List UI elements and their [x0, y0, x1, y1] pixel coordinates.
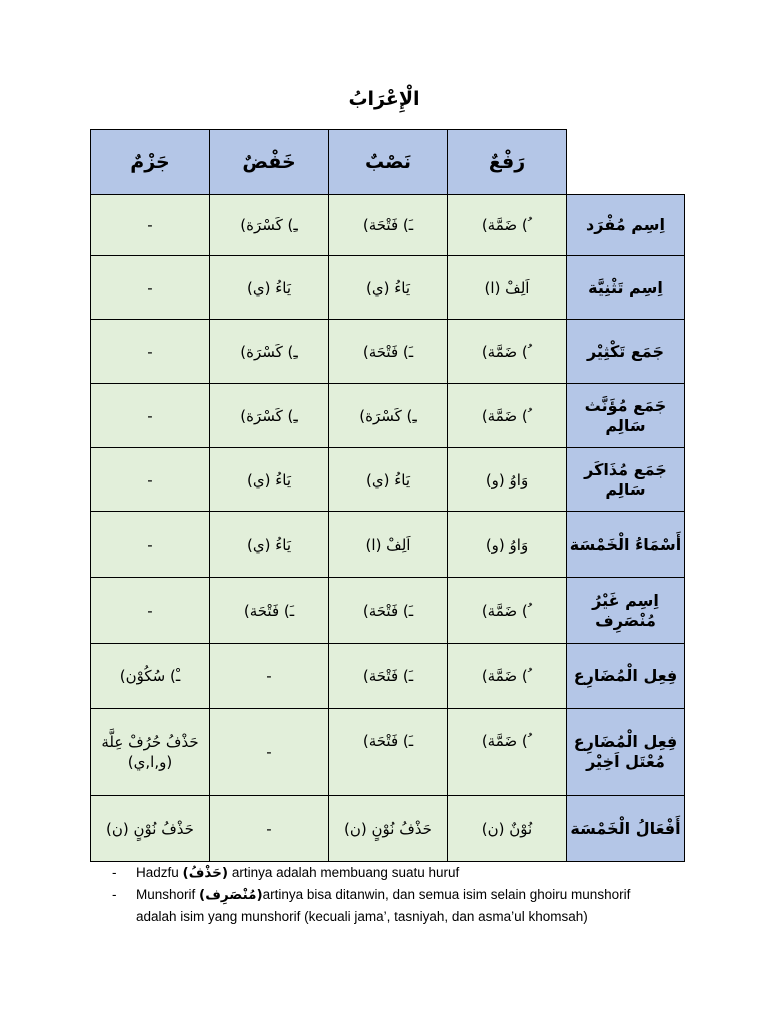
- table-row: [91, 448, 685, 512]
- table-cell: حَذْفُ نُوْنٍ (ن): [91, 796, 210, 862]
- table-cell: ﹸ) ضَمَّة): [448, 384, 567, 448]
- table-cell: ﹻ) كَسْرَة): [210, 320, 329, 384]
- row-label: اِسِم تَثْنِيَّة: [567, 256, 685, 320]
- table-cell: وَاوُ (و): [448, 448, 567, 512]
- table-row: [91, 320, 685, 384]
- row-label: فِعِل الْمُضَارِع مُعْتَل اَخِيْر: [567, 709, 685, 796]
- table-cell: ﹻ) كَسْرَة): [210, 195, 329, 256]
- table-row: [91, 578, 685, 644]
- table-cell: ﹷ) فَتْحَة): [210, 578, 329, 644]
- irab-table: [90, 129, 685, 862]
- footnote-item: [112, 884, 672, 927]
- table-cell: -: [91, 320, 210, 384]
- header-jazm: جَزْمٌ: [91, 130, 210, 195]
- table-cell: اَلِفْ (ا): [448, 256, 567, 320]
- table-row: [91, 384, 685, 448]
- table-cell: ﹻ) كَسْرَة): [329, 384, 448, 448]
- table-cell: ﹷ) فَتْحَة): [329, 644, 448, 709]
- table-cell: -: [91, 578, 210, 644]
- table-row: [91, 195, 685, 256]
- header-nasab: نَصْبٌ: [329, 130, 448, 195]
- row-label: اِسِم غَيْرُ مُنْصَرِف: [567, 578, 685, 644]
- table-cell: يَاءُ (ي): [329, 448, 448, 512]
- table-cell: -: [91, 195, 210, 256]
- footnote-arabic: (مُنْصَرِف): [199, 887, 263, 903]
- footnote-term: Hadzfu: [136, 865, 183, 880]
- header-rafa: رَفْعٌ: [448, 130, 567, 195]
- table-row: [91, 512, 685, 578]
- bullet-dash: -: [112, 865, 117, 880]
- row-label: اِسِم مُفْرَد: [567, 195, 685, 256]
- table-row: [91, 644, 685, 709]
- page-title: الْإِعْرَابُ: [348, 88, 420, 110]
- table-cell: ﹿ) سُكُوْن): [91, 644, 210, 709]
- footnotes: [112, 862, 672, 927]
- table-cell: يَاءُ (ي): [210, 512, 329, 578]
- table-cell: ﹷ) فَتْحَة): [329, 709, 448, 796]
- table-cell: وَاوُ (و): [448, 512, 567, 578]
- table-cell: نُوْنٌ (ن): [448, 796, 567, 862]
- table-cell: حَذْفُ حُرُفْ عِلَّة (و,ا,ي): [91, 709, 210, 796]
- table-cell: -: [91, 512, 210, 578]
- table-cell: -: [210, 796, 329, 862]
- row-label: أَفْعَالُ الْخَمْسَة: [567, 796, 685, 862]
- table-cell: ﹻ) كَسْرَة): [210, 384, 329, 448]
- footnote-arabic: (حَذْفُ): [182, 865, 229, 881]
- table-cell: ﹷ) فَتْحَة): [329, 320, 448, 384]
- table-cell: -: [91, 256, 210, 320]
- table-cell: يَاءُ (ي): [210, 448, 329, 512]
- table-cell: -: [210, 644, 329, 709]
- row-label: جَمَع مُؤَنَّث سَالِم: [567, 384, 685, 448]
- table-cell: ﹷ) فَتْحَة): [329, 578, 448, 644]
- table-row: [91, 256, 685, 320]
- table-cell: يَاءُ (ي): [210, 256, 329, 320]
- table-cell: اَلِفْ (ا): [329, 512, 448, 578]
- table-cell: ﹸ) ضَمَّة): [448, 644, 567, 709]
- row-label: جَمَع تَكْثِيْر: [567, 320, 685, 384]
- table-row: [91, 796, 685, 862]
- header-khafad: خَفْضٌ: [210, 130, 329, 195]
- table-cell: ﹷ) فَتْحَة): [329, 195, 448, 256]
- table-cell: ﹸ) ضَمَّة): [448, 320, 567, 384]
- footnote-text: artinya bisa ditanwin, dan semua isim selain ghoiru munshorif adalah isim yang munshorif (kecuali jama’, tasniyah, dan asma’ul khomsah): [136, 887, 631, 924]
- footnote-term: Munshorif: [136, 887, 200, 902]
- table-cell: ﹸ) ضَمَّة): [448, 195, 567, 256]
- table-cell: ﹸ) ضَمَّة): [448, 709, 567, 796]
- footnote-item: [112, 862, 672, 884]
- table-cell: -: [91, 384, 210, 448]
- bullet-dash: -: [112, 887, 117, 902]
- header-row: [91, 130, 685, 195]
- table-cell: -: [210, 709, 329, 796]
- corner-blank: [567, 130, 685, 195]
- row-label: أَسْمَاءُ الْخَمْسَة: [567, 512, 685, 578]
- row-label: فِعِل الْمُضَارِع: [567, 644, 685, 709]
- table-cell: -: [91, 448, 210, 512]
- table-cell: حَذْفُ نُوْنٍ (ن): [329, 796, 448, 862]
- footnote-text: artinya adalah membuang suatu huruf: [228, 865, 460, 880]
- table-row: [91, 709, 685, 796]
- row-label: جَمَع مُذَاكَر سَالِم: [567, 448, 685, 512]
- table-cell: ﹸ) ضَمَّة): [448, 578, 567, 644]
- table-cell: يَاءُ (ي): [329, 256, 448, 320]
